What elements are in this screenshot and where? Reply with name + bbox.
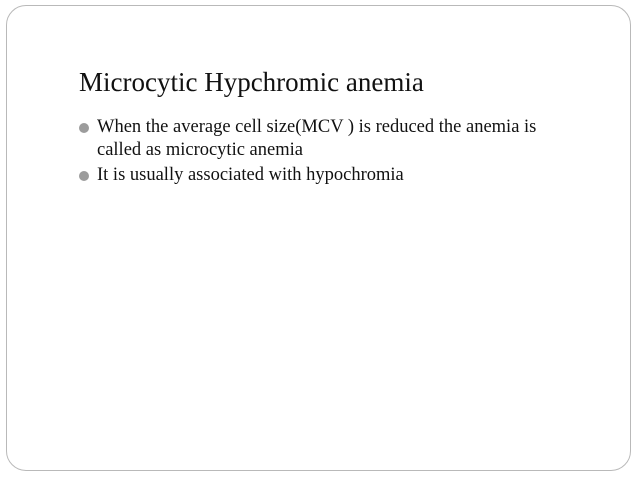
bullet-text: When the average cell size(MCV ) is reduced the anemia is called as microcytic anemia xyxy=(97,117,537,160)
slide-title: Microcytic Hypchromic anemia xyxy=(79,67,424,97)
bullet-dot-icon xyxy=(79,123,89,133)
bullet-item xyxy=(79,116,579,162)
bullet-list xyxy=(79,116,579,189)
slide-frame xyxy=(6,5,631,471)
bullet-item xyxy=(79,164,579,187)
bullet-text: It is usually associated with hypochromia xyxy=(97,165,404,185)
bullet-dot-icon xyxy=(79,171,89,181)
